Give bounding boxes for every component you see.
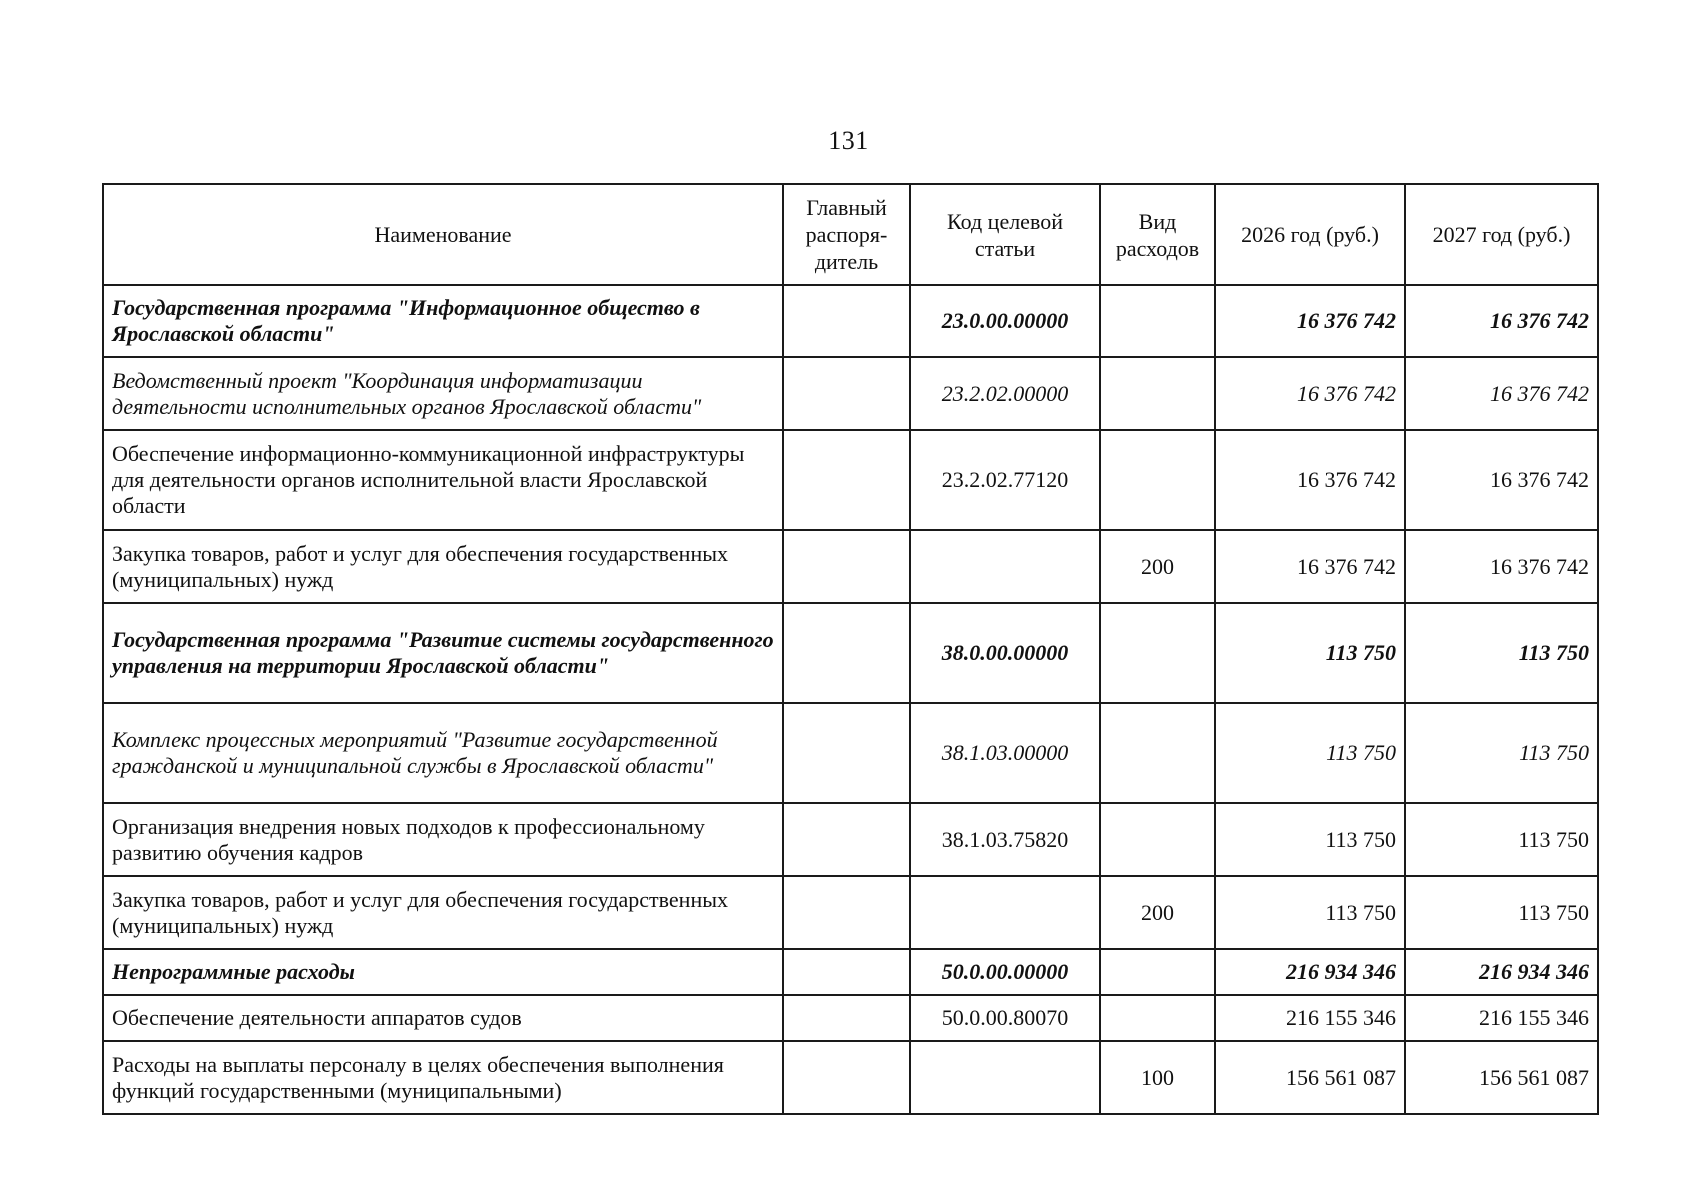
- cell-manager: [783, 995, 910, 1041]
- header-code: Код целевой статьи: [910, 184, 1100, 285]
- cell-name: Закупка товаров, работ и услуг для обеспечения государственных (муниципальных) нужд: [103, 876, 783, 949]
- table-row: [103, 285, 1598, 357]
- cell-y2026: 16 376 742: [1215, 530, 1405, 603]
- table-row: [103, 603, 1598, 703]
- cell-manager: [783, 703, 910, 803]
- cell-name: Государственная программа "Развитие системы государственного управления на территории Ярославской области": [103, 603, 783, 703]
- cell-y2026: 113 750: [1215, 876, 1405, 949]
- cell-code: 50.0.00.00000: [910, 949, 1100, 995]
- cell-manager: [783, 357, 910, 430]
- cell-kind: 200: [1100, 876, 1215, 949]
- cell-name: Обеспечение деятельности аппаратов судов: [103, 995, 783, 1041]
- cell-manager: [783, 430, 910, 530]
- cell-kind: [1100, 430, 1215, 530]
- cell-y2027: 16 376 742: [1405, 285, 1598, 357]
- table-row: [103, 703, 1598, 803]
- table-row: [103, 995, 1598, 1041]
- cell-kind: 100: [1100, 1041, 1215, 1114]
- cell-y2027: 16 376 742: [1405, 430, 1598, 530]
- cell-y2027: 216 934 346: [1405, 949, 1598, 995]
- cell-kind: [1100, 285, 1215, 357]
- budget-table: [102, 183, 1599, 1115]
- cell-name: Расходы на выплаты персоналу в целях обеспечения выполнения функций государственными (муниципальными): [103, 1041, 783, 1114]
- table-body: [103, 285, 1598, 1114]
- cell-name: Государственная программа "Информационное общество в Ярославской области": [103, 285, 783, 357]
- cell-name: Непрограммные расходы: [103, 949, 783, 995]
- cell-y2027: 156 561 087: [1405, 1041, 1598, 1114]
- cell-kind: [1100, 803, 1215, 876]
- cell-y2026: 16 376 742: [1215, 430, 1405, 530]
- table-row: [103, 430, 1598, 530]
- cell-kind: [1100, 357, 1215, 430]
- cell-manager: [783, 285, 910, 357]
- cell-y2027: 216 155 346: [1405, 995, 1598, 1041]
- cell-name: Ведомственный проект "Координация информатизации деятельности исполнительных органов Ярославской области": [103, 357, 783, 430]
- cell-code: [910, 1041, 1100, 1114]
- table-row: [103, 530, 1598, 603]
- cell-y2027: 16 376 742: [1405, 357, 1598, 430]
- cell-name: Обеспечение информационно-коммуникационной инфраструктуры для деятельности органов исполнительной власти Ярославской области: [103, 430, 783, 530]
- cell-name: Закупка товаров, работ и услуг для обеспечения государственных (муниципальных) нужд: [103, 530, 783, 603]
- cell-manager: [783, 876, 910, 949]
- table-row: [103, 876, 1598, 949]
- cell-y2027: 113 750: [1405, 603, 1598, 703]
- cell-code: 38.0.00.00000: [910, 603, 1100, 703]
- cell-kind: [1100, 703, 1215, 803]
- cell-code: 38.1.03.75820: [910, 803, 1100, 876]
- cell-name: Комплекс процессных мероприятий "Развитие государственной гражданской и муниципальной службы в Ярославской области": [103, 703, 783, 803]
- cell-manager: [783, 1041, 910, 1114]
- cell-code: 23.0.00.00000: [910, 285, 1100, 357]
- cell-y2026: 216 934 346: [1215, 949, 1405, 995]
- cell-manager: [783, 530, 910, 603]
- header-name: Наименование: [103, 184, 783, 285]
- cell-manager: [783, 949, 910, 995]
- table-row: [103, 357, 1598, 430]
- header-kind: Вид расходов: [1100, 184, 1215, 285]
- cell-y2026: 16 376 742: [1215, 357, 1405, 430]
- cell-y2027: 113 750: [1405, 876, 1598, 949]
- cell-y2026: 113 750: [1215, 703, 1405, 803]
- header-2026: 2026 год (руб.): [1215, 184, 1405, 285]
- table-row: [103, 949, 1598, 995]
- cell-kind: 200: [1100, 530, 1215, 603]
- cell-code: [910, 530, 1100, 603]
- cell-code: 50.0.00.80070: [910, 995, 1100, 1041]
- cell-manager: [783, 803, 910, 876]
- cell-y2027: 113 750: [1405, 803, 1598, 876]
- header-2027: 2027 год (руб.): [1405, 184, 1598, 285]
- cell-kind: [1100, 603, 1215, 703]
- cell-y2027: 16 376 742: [1405, 530, 1598, 603]
- cell-code: 23.2.02.77120: [910, 430, 1100, 530]
- cell-y2026: 216 155 346: [1215, 995, 1405, 1041]
- cell-y2026: 16 376 742: [1215, 285, 1405, 357]
- cell-y2027: 113 750: [1405, 703, 1598, 803]
- cell-y2026: 156 561 087: [1215, 1041, 1405, 1114]
- cell-name: Организация внедрения новых подходов к профессиональному развитию обучения кадров: [103, 803, 783, 876]
- cell-kind: [1100, 995, 1215, 1041]
- page-number: 131: [828, 126, 869, 155]
- header-manager: Главный распоря-дитель: [783, 184, 910, 285]
- table-row: [103, 803, 1598, 876]
- cell-y2026: 113 750: [1215, 803, 1405, 876]
- cell-y2026: 113 750: [1215, 603, 1405, 703]
- cell-code: [910, 876, 1100, 949]
- cell-code: 38.1.03.00000: [910, 703, 1100, 803]
- table-row: [103, 1041, 1598, 1114]
- cell-code: 23.2.02.00000: [910, 357, 1100, 430]
- cell-kind: [1100, 949, 1215, 995]
- cell-manager: [783, 603, 910, 703]
- table-header-row: [103, 184, 1598, 285]
